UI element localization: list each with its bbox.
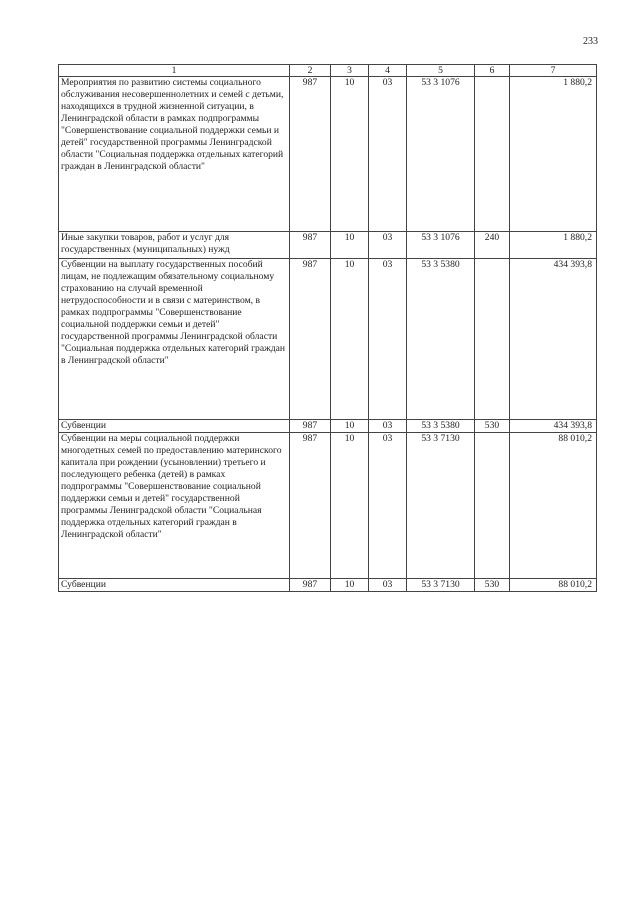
row-col-7: 434 393,8 bbox=[510, 259, 597, 420]
table-row bbox=[59, 433, 597, 579]
table-row bbox=[59, 579, 597, 592]
row-description: Иные закупки товаров, работ и услуг для государственных (муниципальных) нужд bbox=[59, 232, 290, 259]
row-col-6 bbox=[475, 259, 510, 420]
table-row bbox=[59, 259, 597, 420]
row-col-2: 987 bbox=[290, 420, 331, 433]
header-col-5: 5 bbox=[407, 65, 475, 77]
row-col-5: 53 3 1076 bbox=[407, 77, 475, 232]
header-col-7: 7 bbox=[510, 65, 597, 77]
row-col-4: 03 bbox=[369, 77, 407, 232]
header-col-3: 3 bbox=[331, 65, 369, 77]
row-col-5: 53 3 7130 bbox=[407, 579, 475, 592]
row-col-3: 10 bbox=[331, 259, 369, 420]
row-col-6: 530 bbox=[475, 420, 510, 433]
table-row bbox=[59, 420, 597, 433]
row-col-7: 88 010,2 bbox=[510, 579, 597, 592]
row-col-3: 10 bbox=[331, 77, 369, 232]
row-col-4: 03 bbox=[369, 420, 407, 433]
header-col-4: 4 bbox=[369, 65, 407, 77]
row-col-5: 53 3 5380 bbox=[407, 259, 475, 420]
row-col-2: 987 bbox=[290, 77, 331, 232]
page-number: 233 bbox=[583, 36, 598, 47]
row-description: Мероприятия по развитию системы социального обслуживания несовершеннолетних и семей с детьми, находящихся в трудной жизненной ситуации, в Ленинградской области в рамках подпрограммы "Совершенствование социальной поддержки семьи и детей" государственной программы Ленинградской области "Социальная поддержка отдельных категорий граждан в Ленинградской области" bbox=[59, 77, 290, 232]
row-col-5: 53 3 5380 bbox=[407, 420, 475, 433]
row-col-5: 53 3 1076 bbox=[407, 232, 475, 259]
budget-table bbox=[58, 64, 597, 592]
row-description: Субвенции на выплату государственных пособий лицам, не подлежащим обязательному социальному страхованию на случай временной нетрудоспособности и в связи с материнством, в рамках подпрограммы "Совершенствование социальной поддержки семьи и детей" государственной программы Ленинградской области "Социальная поддержка отдельных категорий граждан в Ленинградской области" bbox=[59, 259, 290, 420]
row-col-7: 1 880,2 bbox=[510, 77, 597, 232]
row-col-3: 10 bbox=[331, 420, 369, 433]
row-col-3: 10 bbox=[331, 433, 369, 579]
row-description: Субвенции на меры социальной поддержки многодетных семей по предоставлению материнского капитала при рождении (усыновлении) третьего и последующего ребенка (детей) в рамках подпрограммы "Совершенствование социальной поддержки семьи и детей" государственной программы Ленинградской области "Социальная поддержка отдельных категорий граждан в Ленинградской области" bbox=[59, 433, 290, 579]
row-description: Субвенции bbox=[59, 579, 290, 592]
row-col-6: 240 bbox=[475, 232, 510, 259]
table-row bbox=[59, 77, 597, 232]
header-row bbox=[59, 65, 597, 77]
table-row bbox=[59, 232, 597, 259]
row-col-2: 987 bbox=[290, 232, 331, 259]
row-col-2: 987 bbox=[290, 259, 331, 420]
header-col-1: 1 bbox=[59, 65, 290, 77]
row-col-7: 88 010,2 bbox=[510, 433, 597, 579]
row-col-7: 1 880,2 bbox=[510, 232, 597, 259]
row-col-5: 53 3 7130 bbox=[407, 433, 475, 579]
row-col-4: 03 bbox=[369, 259, 407, 420]
row-col-3: 10 bbox=[331, 232, 369, 259]
row-col-4: 03 bbox=[369, 232, 407, 259]
row-col-6: 530 bbox=[475, 579, 510, 592]
header-col-6: 6 bbox=[475, 65, 510, 77]
row-col-6 bbox=[475, 433, 510, 579]
row-col-7: 434 393,8 bbox=[510, 420, 597, 433]
row-col-3: 10 bbox=[331, 579, 369, 592]
header-col-2: 2 bbox=[290, 65, 331, 77]
row-description: Субвенции bbox=[59, 420, 290, 433]
row-col-6 bbox=[475, 77, 510, 232]
row-col-4: 03 bbox=[369, 433, 407, 579]
row-col-4: 03 bbox=[369, 579, 407, 592]
row-col-2: 987 bbox=[290, 579, 331, 592]
row-col-2: 987 bbox=[290, 433, 331, 579]
